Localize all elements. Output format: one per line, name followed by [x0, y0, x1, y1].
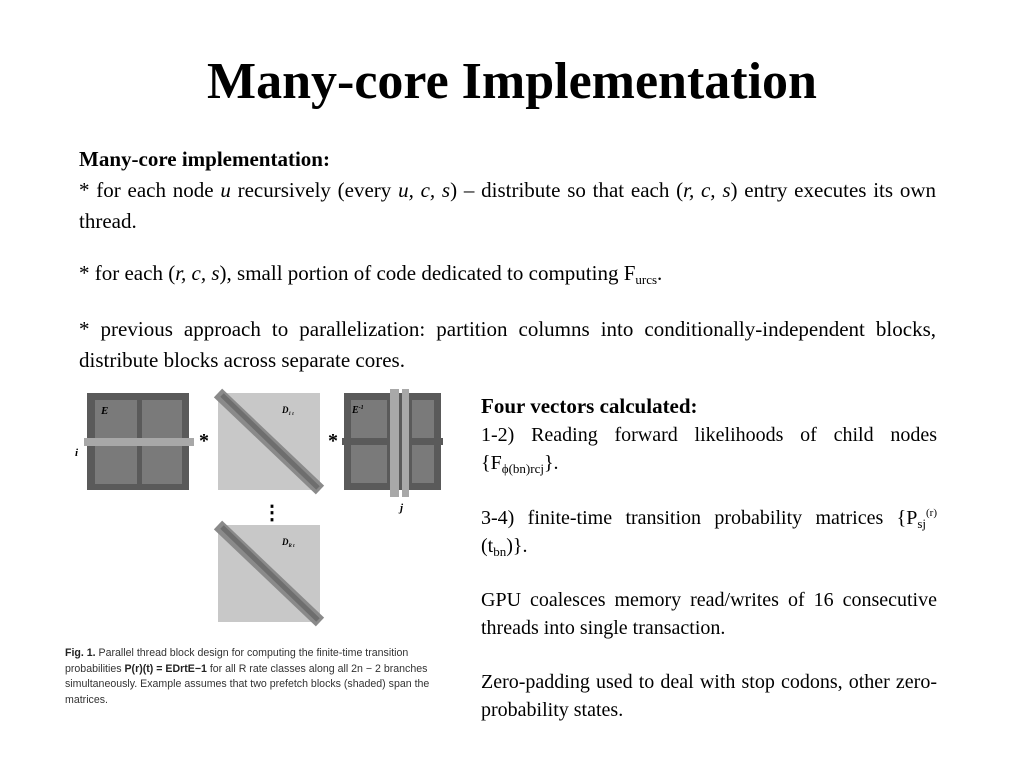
thread-block-figure	[70, 385, 470, 645]
caption-text: Parallel thread block design for computing the finite-time transition probabilities	[65, 647, 409, 675]
intro-text: .	[657, 261, 663, 285]
intro-paragraph-1	[79, 144, 936, 237]
caption-text: for all R rate classes along all 2n − 2 branches simultaneously. Example assumes that two prefetch blocks (shaded) span the matrices.	[65, 662, 430, 706]
var-rcs: r, c, s	[175, 261, 220, 285]
matrix-e-inverse	[342, 389, 443, 497]
item-text: 1-2) Reading forward likelihoods of child nodes {F	[481, 424, 937, 474]
right-item-4: Zero-padding used to deal with stop codons, other zero-probability states.	[481, 671, 937, 721]
item-text: 3-4) finite-time transition probability matrices {P	[481, 507, 918, 529]
intro-paragraph-3: * previous approach to parallelization: partition columns into conditionally-independent blocks, distribute blocks across separate cores.	[79, 317, 936, 372]
intro-text: recursively (every	[230, 178, 399, 202]
right-item-3: GPU coalesces memory read/writes of 16 consecutive threads into single transaction.	[481, 589, 937, 639]
label-e-inverse: $E^{-1}$	[352, 405, 364, 416]
subscript: ϕ(bn)rcj	[501, 461, 544, 476]
matrix-d2	[218, 525, 320, 622]
subscript: sj	[917, 516, 926, 531]
item-text: )}.	[506, 535, 528, 557]
right-item-2	[481, 504, 937, 560]
label-d2: $D_{R t}$	[282, 537, 295, 549]
item-text: (t	[481, 535, 494, 557]
subscript-urcs: urcs	[635, 272, 658, 287]
intro-paragraph-2	[79, 258, 936, 289]
caption-fig-label: Fig. 1.	[65, 647, 96, 659]
intro-heading: Many-core implementation:	[79, 147, 330, 171]
right-heading: Four vectors calculated:	[481, 394, 698, 418]
vertical-ellipsis: ⋮	[262, 502, 282, 524]
subscript: bn	[493, 544, 507, 559]
intro-text: * for each (	[79, 261, 176, 285]
label-j: j	[400, 502, 404, 514]
intro-text: ) entry executes its own thread.	[79, 178, 936, 233]
intro-text: ) – distribute so that each (	[450, 178, 684, 202]
var-u: u	[220, 178, 231, 202]
matrix-d1	[218, 393, 320, 490]
label-e: E	[101, 405, 109, 417]
label-d1: $D_{1 t}$	[282, 405, 294, 417]
page-title: Many-core Implementation	[207, 53, 817, 110]
intro-text: * for each node	[79, 178, 221, 202]
superscript: (r)	[926, 507, 937, 519]
multiply-star-2: *	[328, 430, 338, 452]
item-text: }.	[543, 452, 559, 474]
matrix-e	[84, 393, 194, 490]
right-item-1	[481, 392, 937, 477]
label-i: i	[75, 447, 79, 459]
caption-formula: P(r)(t) = EDrtE−1	[124, 662, 207, 675]
figure-caption	[65, 646, 460, 708]
var-ucs: u, c, s	[398, 178, 451, 202]
intro-text: ), small portion of code dedicated to computing F	[219, 261, 636, 285]
var-rcs: r, c, s	[683, 178, 731, 202]
multiply-star-1: *	[199, 430, 209, 452]
